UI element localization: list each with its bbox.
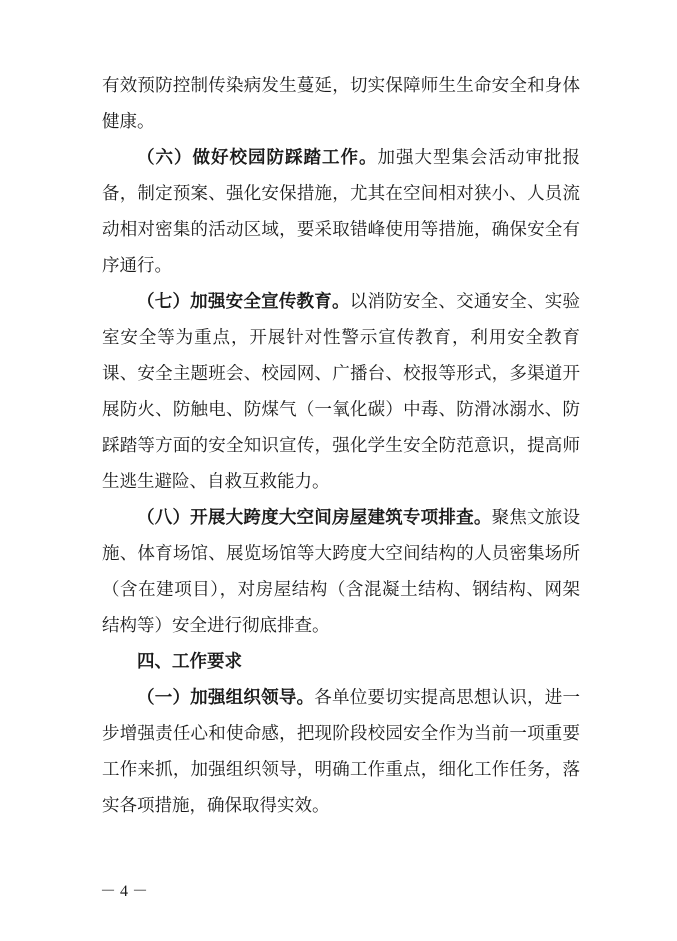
paragraph-item-7 bbox=[102, 284, 580, 500]
paragraph-text: 各单位要切实提高思想认识，进一步增强责任心和使命感，把现阶段校园安全作为当前一项重要工作来抓，加强组织领导，明确工作重点，细化工作任务，落实各项措施，确保取得实效。 bbox=[102, 688, 581, 816]
document-body bbox=[102, 68, 580, 824]
paragraph-lead: （七）加强安全宣传教育。 bbox=[137, 292, 350, 312]
paragraph-lead: （一）加强组织领导。 bbox=[137, 688, 315, 708]
paragraph-text: 有效预防控制传染病发生蔓延，切实保障师生生命安全和身体健康。 bbox=[102, 76, 580, 132]
paragraph-lead: （八）开展大跨度大空间房屋建筑专项排查。 bbox=[137, 508, 492, 528]
page-number: － 4 － bbox=[100, 883, 149, 900]
paragraph-item-1 bbox=[102, 680, 580, 824]
section-heading: 四、工作要求 bbox=[137, 652, 242, 672]
paragraph-lead: （六）做好校园防踩踏工作。 bbox=[137, 148, 378, 168]
paragraph-text: 以消防安全、交通安全、实验室安全等为重点，开展针对性警示宣传教育，利用安全教育课、安全主题班会、校园网、广播台、校报等形式，多渠道开展防火、防触电、防煤气（一氧化碳）中毒、防滑冰溺水、防踩踏等方面的安全知识宣传，强化学生安全防范意识，提高师生逃生避险、自救互救能力。 bbox=[102, 292, 580, 492]
paragraph-text: 聚焦文旅设施、体育场馆、展览场馆等大跨度大空间结构的人员密集场所（含在建项目），对房屋结构（含混凝土结构、钢结构、网架结构等）安全进行彻底排查。 bbox=[102, 508, 581, 636]
paragraph-continuation bbox=[102, 68, 580, 140]
paragraph-text: 加强大型集会活动审批报备，制定预案、强化安保措施，尤其在空间相对狭小、人员流动相对密集的活动区域，要采取错峰使用等措施，确保安全有序通行。 bbox=[102, 148, 580, 276]
paragraph-item-6 bbox=[102, 140, 580, 284]
paragraph-item-8 bbox=[102, 500, 580, 644]
